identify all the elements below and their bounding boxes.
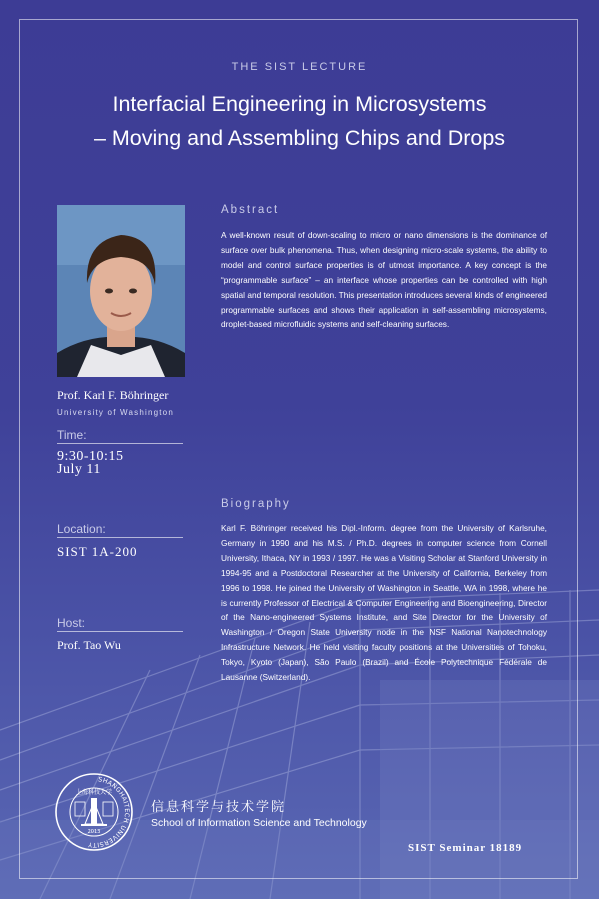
biography-heading: Biography [221, 498, 291, 510]
abstract-text: A well-known result of down-scaling to micro or nano dimensions is the dominance of surface over bulk phenomena. Thus, when designing micro-scale systems, the ability to model and control surface properties is of utmost importance. A key concept is the “programmable surface” – an interface whose properties can be controlled with high spatial and temporal resolution. This presentation introduces several kinds of engineered programmable surfaces and shows their application in self-assembling microsystems, droplet-based microfluidic systems and self-cleaning surfaces. [221, 230, 547, 330]
time-label: Time: [57, 428, 183, 444]
time-hours: 9:30-10:15 [57, 449, 124, 464]
lecture-title-line-1: Interfacial Engineering in Microsystems [112, 92, 487, 116]
time-value [57, 450, 123, 476]
biography-text: Karl F. Böhringer received his Dipl.-Inform. degree from the University of Karlsruhe, Germany in 1990 and his M.S. / Ph.D. degrees in computer science from Cornell University, Ithaca, NY in 1993 / 1997. He was a Visiting Scholar at Stanford University in 1994-95 and a Postdoctoral Researcher at the University of California, Berkeley from 1996 to 1998. He joined the University of Washington in Seattle, WA in 1998, where he is currently Professor of Electrical & Computer Engineering and Bioengineering, Director of the Nano-engineered Systems Institute, and Site Director for the University of Washington / Oregon State University node in the NSF National Nanotechnology Infrastructure Network. He held visiting faculty positions at the Universities of Tohoku, Tokyo, Kyoto (Japan), São Paulo (Brazil) and École Polytechnique Fédérale de Lausanne (Switzerland). [221, 523, 547, 683]
shanghaitech-seal-logo-icon [54, 772, 134, 852]
host-value: Prof. Tao Wu [57, 638, 121, 652]
location-value: SIST 1A-200 [57, 544, 138, 559]
seminar-number: SIST Seminar 18189 [408, 842, 523, 854]
speaker-photo [57, 205, 185, 377]
logo-ring-text: SHANGHAITECH UNIVERSITY [87, 776, 131, 849]
abstract-heading: Abstract [221, 204, 280, 216]
school-name-chinese: 信息科学与技术学院 [151, 799, 287, 814]
school-name-english: School of Information Science and Technology [151, 817, 367, 829]
logo-top-text: 上海科技大学 [75, 789, 113, 796]
speaker-name: Prof. Karl F. Böhringer [57, 388, 169, 402]
speaker-portrait-icon [57, 205, 185, 377]
host-label: Host: [57, 616, 183, 632]
logo-year: 2013 [87, 829, 101, 835]
lecture-series-kicker: THE SIST LECTURE [231, 61, 368, 73]
lecture-title-line-2: – Moving and Assembling Chips and Drops [93, 126, 506, 150]
time-date: July 11 [57, 462, 101, 477]
location-label: Location: [57, 522, 183, 538]
speaker-affiliation: University of Washington [57, 408, 174, 417]
